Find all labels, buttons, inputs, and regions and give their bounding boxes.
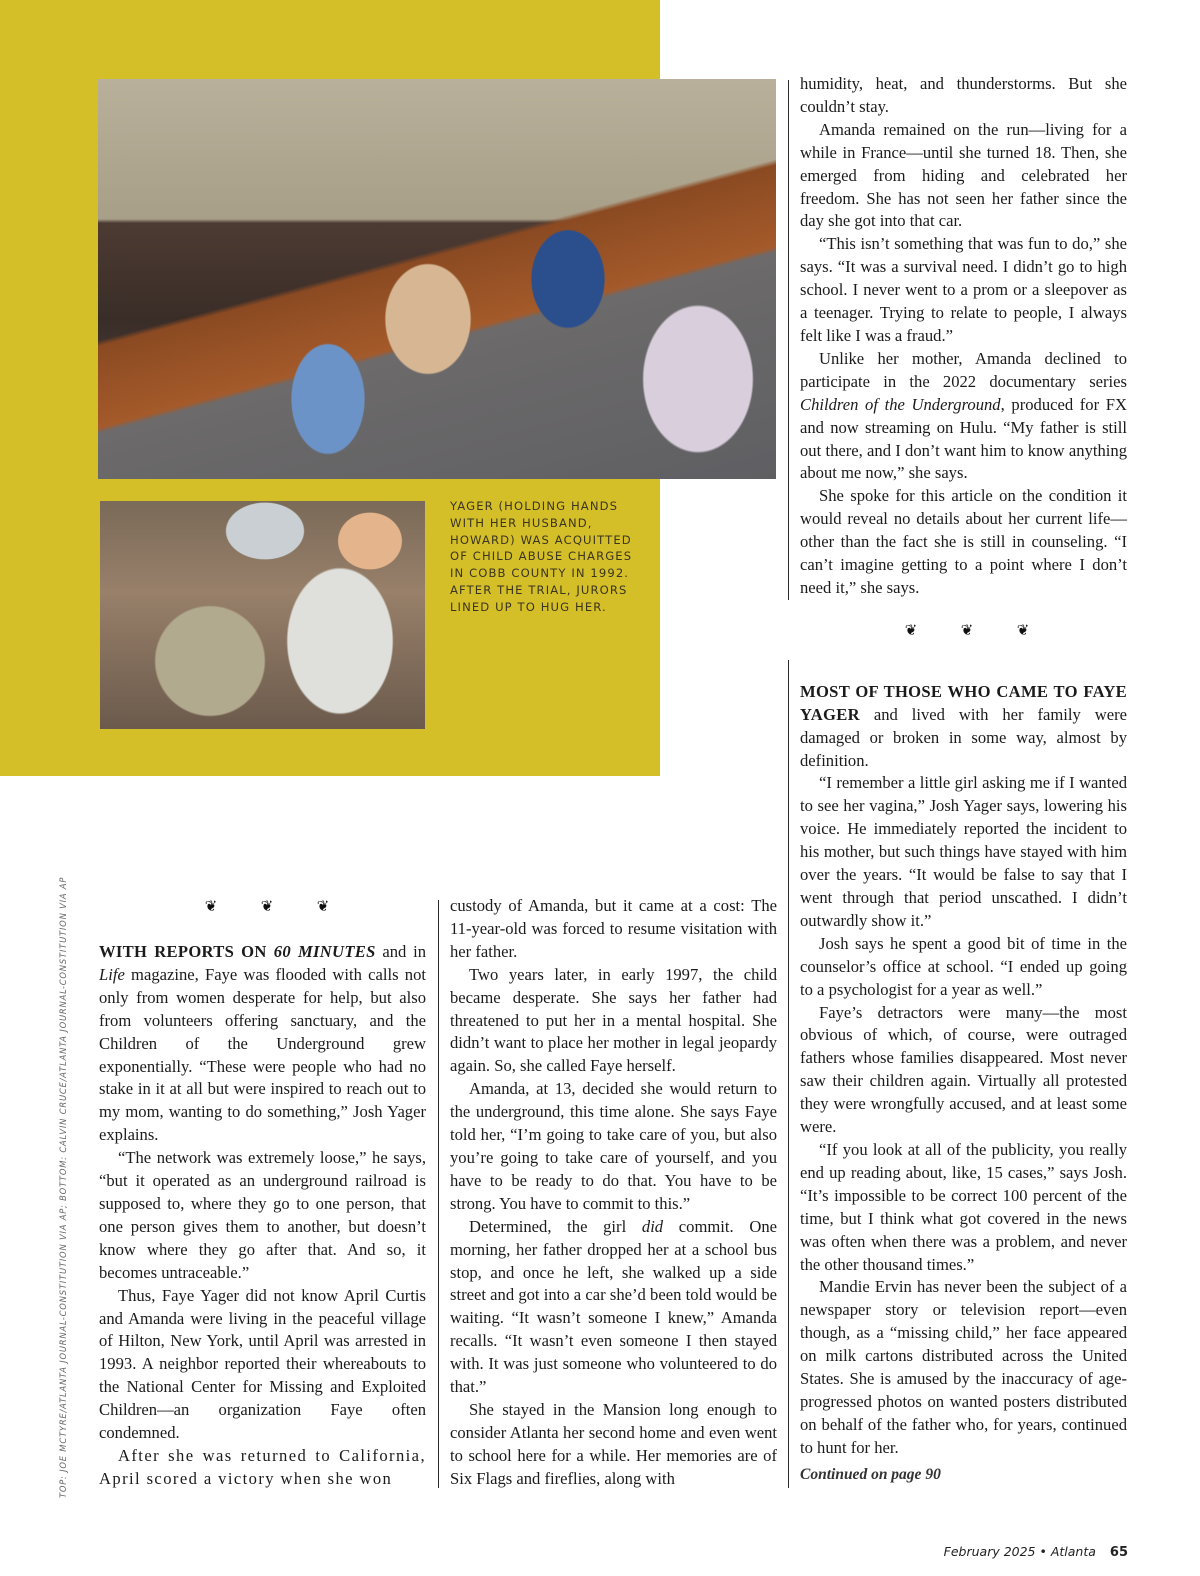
paragraph-text: and lived with her family were damaged or broken in some way, almost by definition.	[800, 704, 1127, 770]
paragraph-text: and in	[375, 942, 426, 961]
article-column-3	[800, 73, 1127, 1460]
courtroom-photo-top	[98, 79, 776, 479]
paragraph: She spoke for this article on the condition it would reveal no details about her current life—other than the fact she is still in counseling. “I can’t imagine getting to a point where I don’t need it,” she says.	[800, 486, 1127, 597]
ornament-glyph: ❦	[904, 621, 918, 639]
paragraph: “I remember a little girl asking me if I wanted to see her vagina,” Josh Yager says, lowering his voice. He immediately reported the incident to his mother, but such things have stayed with him over the years. “It would be false to say that I went through that period unscathed. I didn’t outwardly show it.”	[800, 773, 1127, 930]
paragraph-text: , produced for FX and now streaming on Hulu. “My father is still out there, and I don’t want him to know anything about me now,” she says.	[800, 394, 1127, 483]
paragraph: Mandie Ervin has never been the subject of a newspaper story or television report—even though, as a “missing child,” her face appeared on milk cartons distributed across the United States. She is amused by the inaccuracy of age-progressed photos on wanted posters distributed on behalf of the father who, for years, continued to hunt for her.	[800, 1277, 1127, 1457]
page-footer	[944, 1544, 1128, 1560]
column-rule-left	[438, 900, 439, 1488]
photo-caption: YAGER (HOLDING HANDS WITH HER HUSBAND, HOWARD) WAS ACQUITTED OF CHILD ABUSE CHARGES IN COBB COUNTY IN 1992. AFTER THE TRIAL, JURORS LINED UP TO HUG HER.	[450, 499, 633, 614]
magazine-title: Life	[99, 964, 125, 984]
paragraph: “The network was extremely loose,” he says, “but it operated as an underground railroad is supposed to, where they go to one person, that one person gives them to another, but doesn’t know where they go after that. And so, it becomes untraceable.”	[99, 1148, 426, 1282]
article-column-2	[450, 895, 777, 1491]
photo-credit: TOP: JOE MCTYRE/ATLANTA JOURNAL-CONSTITUTION VIA AP; BOTTOM: CALVIN CRUCE/ATLANTA JOURNAL-CONSTITUTION VIA AP	[58, 876, 68, 1498]
lead-in-caps: WITH REPORTS ON	[99, 942, 274, 961]
paragraph: Amanda, at 13, decided she would return to the underground, this time alone. She says Faye told her, “I’m going to take care of you, but also you’re going to take care of yourself, and you have to be ready to do that. You have to be strong. You have to commit to this.”	[450, 1079, 777, 1213]
paragraph	[800, 681, 1127, 773]
emphasis: did	[641, 1216, 664, 1236]
paragraph-text: commit. One morning, her father dropped her at a school bus stop, and once he left, she walked up a side street and got into a car she’d been told would be waiting. “It wasn’t someone I knew,” Amanda recalls. “It wasn’t even someone I then stayed with. It was just someone who volunteered to do that.”	[450, 1216, 777, 1397]
issue-date: February 2025 • Atlanta	[943, 1544, 1096, 1559]
paragraph-text: Determined, the girl	[469, 1216, 642, 1236]
page-number: 65	[1109, 1545, 1128, 1560]
paragraph: Faye’s detractors were many—the most obvious of which, of course, were outraged fathers whose families disappeared. Most never saw their children again. Virtually all protested they were wrongfully accused, and at least some were.	[800, 1002, 1127, 1137]
paragraph: humidity, heat, and thunderstorms. But she couldn’t stay.	[800, 74, 1127, 116]
paragraph: Josh says he spent a good bit of time in the counselor’s office at school. “I ended up going to a psychologist for a year as well.”	[800, 933, 1127, 999]
series-title: Children of the Underground	[800, 394, 1001, 414]
column-rule-top	[788, 80, 789, 600]
paragraph: “If you look at all of the publicity, you really end up reading about, like, 15 cases,” says Josh. “It’s impossible to be correct 100 percent of the time, but I think what got covered in the news was often when there was a problem, and never the other thousand times.”	[800, 1139, 1127, 1274]
courtroom-photo-bottom	[100, 501, 425, 729]
ornament-glyph: ❦	[1016, 621, 1030, 639]
paragraph	[99, 941, 426, 1147]
ornament-glyph: ❦	[260, 897, 274, 915]
paragraph: Two years later, in early 1997, the child became desperate. She says her father had threatened to put her in a mental hospital. She didn’t want to place her mother in legal jeopardy again. So, she called Faye herself.	[450, 964, 777, 1076]
lead-in-caps-italic: 60 MINUTES	[273, 942, 376, 961]
ornament-glyph: ❦	[960, 621, 974, 639]
paragraph	[450, 1216, 777, 1399]
ornament-glyph: ❦	[204, 897, 218, 915]
section-ornament-left	[183, 897, 351, 915]
column-rule-right	[788, 660, 789, 1488]
paragraph: She stayed in the Mansion long enough to consider Atlanta her second home and even went to school here for a while. Her memories are of Six Flags and fireflies, along with	[450, 1399, 777, 1488]
paragraph: Thus, Faye Yager did not know April Curtis and Amanda were living in the peaceful village of Hilton, New York, until April was arrested in 1993. A neighbor reported their whereabouts to the National Center for Missing and Exploited Children—an organization Faye often condemned.	[99, 1285, 426, 1443]
ornament-glyph: ❦	[316, 897, 330, 915]
paragraph: Amanda remained on the run—living for a while in France—until she turned 18. Then, she emerged from hiding and celebrated her freedom. She has not seen her father since the day she got into that car.	[800, 119, 1127, 231]
paragraph: “This isn’t something that was fun to do,” she says. “It was a survival need. I didn’t go to high school. I never went to a prom or a sleepover as a teenager. Trying to relate to people, I always felt like I was a fraud.”	[800, 234, 1127, 345]
paragraph	[800, 348, 1127, 485]
continued-on-page: Continued on page 90	[800, 1466, 941, 1483]
lead-in-caps: MOST OF THOSE WHO CAME TO FAYE YAGER	[800, 681, 1127, 724]
article-column-1	[99, 941, 426, 1491]
paragraph-text: Unlike her mother, Amanda declined to participate in the 2022 documentary series	[800, 348, 1127, 391]
paragraph: After she was returned to California, April scored a victory when she won	[99, 1445, 426, 1488]
paragraph-text: magazine, Faye was flooded with calls not only from women desperate for help, but also from volunteers offering sanctuary, and the Children of the Underground grew exponentially. “These were people who had no stake in it at all but were inspired to reach out to my mom, wanting to do something,” Josh Yager explains.	[99, 964, 426, 1145]
paragraph: custody of Amanda, but it came at a cost: The 11-year-old was forced to resume visitation with her father.	[450, 896, 777, 961]
